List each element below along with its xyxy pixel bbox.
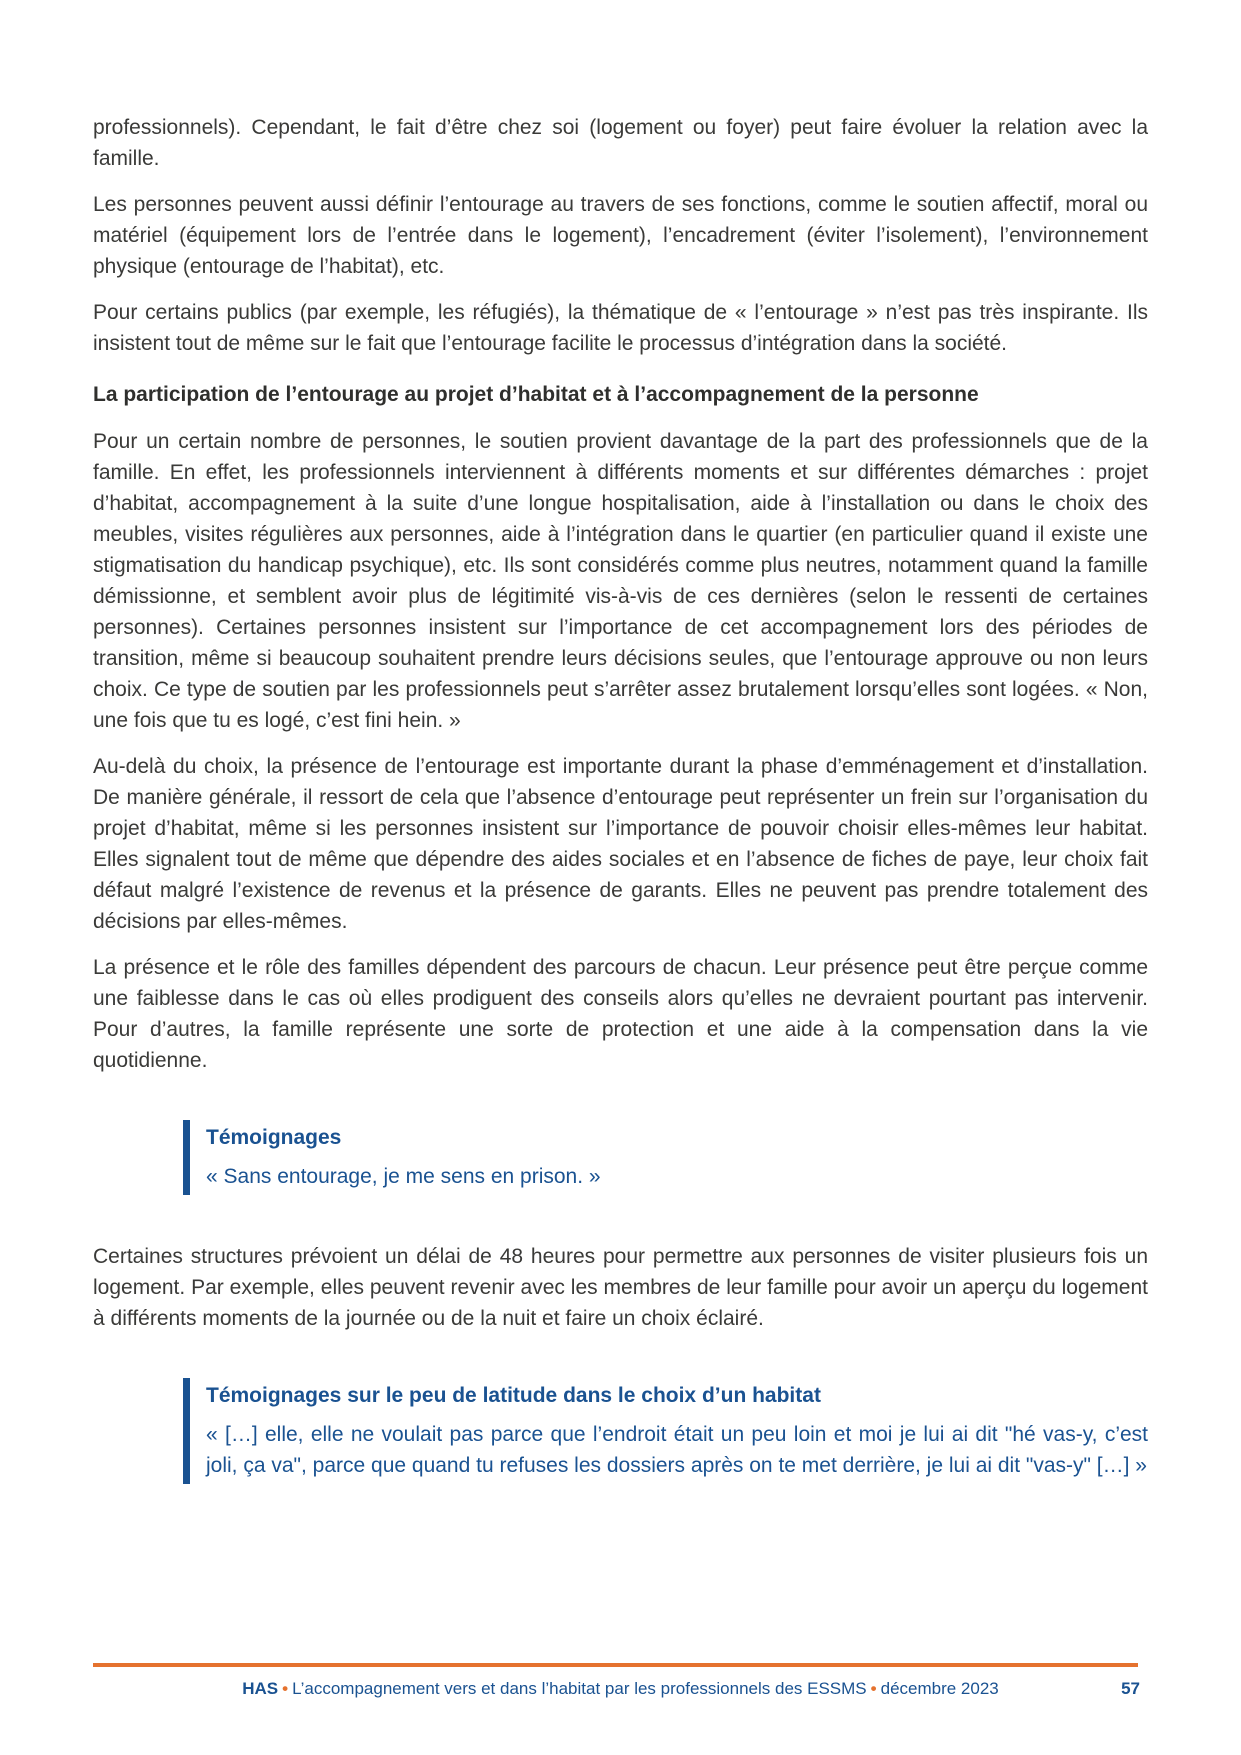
page-number: 57 xyxy=(1121,1679,1140,1698)
testimonial-callout xyxy=(183,1120,1148,1195)
testimonial-callout xyxy=(183,1378,1148,1484)
body-paragraph: Pour un certain nombre de personnes, le soutien provient davantage de la part des professionnels que de la famille. En effet, les professionnels interviennent à différents moments et sur différentes démarches : projet d’habitat, accompagnement à la suite d’une longue hospitalisation, aide à l’installation ou dans le choix des meubles, visites régulières aux personnes, aide à l’intégration dans le quartier (en particulier quand il existe une stigmatisation du handicap psychique), etc. Ils sont considérés comme plus neutres, notamment quand la famille démissionne, et semblent avoir plus de légitimité vis-à-vis de ces dernières (selon le ressenti de certaines personnes). Certaines personnes insistent sur l’importance de cet accompagnement lors des périodes de transition, même si beaucoup souhaitent prendre leurs décisions seules, que l’entourage approuve ou non leurs choix. Ce type de soutien par les professionnels peut s’arrêter assez brutalement lorsqu’elles sont logées. « Non, une fois que tu es logé, c’est fini hein. » xyxy=(93,430,1148,732)
callout-title: Témoignages sur le peu de latitude dans le choix d’un habitat xyxy=(206,1384,821,1407)
footer-citation xyxy=(93,1676,1148,1702)
footer-separator-dot: • xyxy=(870,1679,877,1698)
body-paragraph: Les personnes peuvent aussi définir l’entourage au travers de ses fonctions, comme le soutien affectif, moral ou matériel (équipement lors de l’entrée dans le logement), l’encadrement (éviter l’isolement), l’environnement physique (entourage de l’habitat), etc. xyxy=(93,193,1148,278)
page-footer xyxy=(93,1676,1148,1702)
body-paragraph: Certaines structures prévoient un délai de 48 heures pour permettre aux personnes de visiter plusieurs fois un logement. Par exemple, elles peuvent revenir avec les membres de leur famille pour avoir un aperçu du logement à différents moments de la journée ou de la nuit et faire un choix éclairé. xyxy=(93,1245,1148,1330)
body-paragraph: La présence et le rôle des familles dépendent des parcours de chacun. Leur présence peut être perçue comme une faiblesse dans le cas où elles prodiguent des conseils alors qu’elles ne devraient pourtant pas intervenir. Pour d’autres, la famille représente une sorte de protection et une aide à la compensation dans la vie quotidienne. xyxy=(93,956,1148,1072)
section-heading: La participation de l’entourage au projet d’habitat et à l’accompagnement de la personne xyxy=(93,383,979,406)
body-paragraph: Au-delà du choix, la présence de l’entourage est importante durant la phase d’emménagement et d’installation. De manière générale, il ressort de cela que l’absence d’entourage peut représenter un frein sur l’organisation du projet d’habitat, même si les personnes insistent sur l’importance de pouvoir choisir elles-mêmes leur habitat. Elles signalent tout de même que dépendre des aides sociales et en l’absence de fiches de paye, leur choix fait défaut malgré l’existence de revenus et la présence de garants. Elles ne peuvent pas prendre totalement des décisions par elles-mêmes. xyxy=(93,755,1148,933)
callout-quote: « […] elle, elle ne voulait pas parce que l’endroit était un peu loin et moi je lui ai dit "hé vas-y, c’est joli, ça va", parce que quand tu refuses les dossiers après on te met derrière, je lui ai dit "vas-y" […] » xyxy=(206,1423,1148,1477)
footer-date: décembre 2023 xyxy=(880,1679,999,1698)
callout-quote: « Sans entourage, je me sens en prison. » xyxy=(206,1165,601,1188)
callout-title: Témoignages xyxy=(206,1126,342,1149)
footer-document-title: L’accompagnement vers et dans l’habitat par les professionnels des ESSMS xyxy=(292,1679,867,1698)
footer-org-label: HAS xyxy=(242,1679,279,1698)
page-content xyxy=(93,112,1148,1530)
footer-divider xyxy=(93,1663,1138,1667)
body-paragraph: professionnels). Cependant, le fait d’être chez soi (logement ou foyer) peut faire évoluer la relation avec la famille. xyxy=(93,116,1148,170)
body-paragraph: Pour certains publics (par exemple, les réfugiés), la thématique de « l’entourage » n’est pas très inspirante. Ils insistent tout de même sur le fait que l’entourage facilite le processus d’intégration dans la société. xyxy=(93,301,1148,355)
footer-separator-dot: • xyxy=(282,1679,289,1698)
